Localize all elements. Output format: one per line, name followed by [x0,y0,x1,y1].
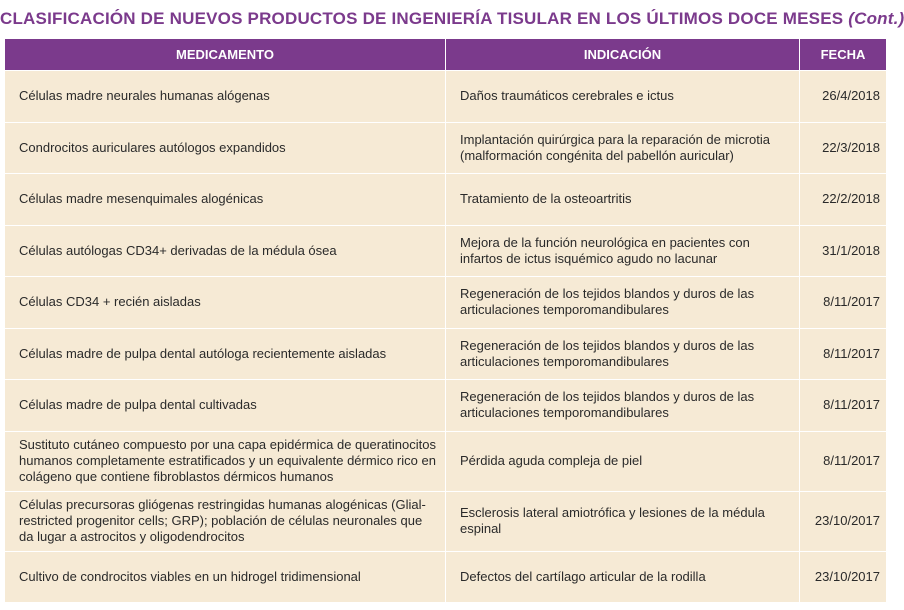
title-suffix: (Cont.) [848,9,904,28]
table-row [5,551,887,603]
cell-medicamento: Células CD34 + recién aisladas [5,277,446,329]
cell-medicamento: Cultivo de condrocitos viables en un hidrogel tridimensional [5,551,446,603]
cell-medicamento: Células autólogas CD34+ derivadas de la médula ósea [5,225,446,277]
cell-medicamento: Células precursoras gliógenas restringidas humanas alogénicas (Glial-restricted progenitor cells; GRP); población de células neuronales que da lugar a astrocitos y oligodendrocitos [5,491,446,551]
cell-fecha: 8/11/2017 [800,380,887,432]
cell-fecha: 23/10/2017 [800,491,887,551]
cell-medicamento: Células madre de pulpa dental cultivadas [5,380,446,432]
cell-fecha: 23/10/2017 [800,551,887,603]
cell-indicacion: Regeneración de los tejidos blandos y duros de las articulaciones temporomandibulares [446,380,800,432]
cell-indicacion: Implantación quirúrgica para la reparación de microtia (malformación congénita del pabellón auricular) [446,122,800,174]
cell-indicacion: Mejora de la función neurológica en pacientes con infartos de ictus isquémico agudo no lacunar [446,225,800,277]
cell-medicamento: Células madre neurales humanas alógenas [5,71,446,123]
table-row [5,174,887,226]
cell-fecha: 8/11/2017 [800,431,887,491]
table-row [5,277,887,329]
cell-fecha: 8/11/2017 [800,277,887,329]
cell-indicacion: Defectos del cartílago articular de la rodilla [446,551,800,603]
cell-fecha: 22/3/2018 [800,122,887,174]
title-main: CLASIFICACIÓN DE NUEVOS PRODUCTOS DE INGENIERÍA TISULAR EN LOS ÚLTIMOS DOCE MESES [0,9,844,28]
cell-indicacion: Daños traumáticos cerebrales e ictus [446,71,800,123]
table-row [5,328,887,380]
table-row [5,431,887,491]
header-medicamento: MEDICAMENTO [5,39,446,71]
page-title [0,0,904,38]
cell-indicacion: Esclerosis lateral amiotrófica y lesiones de la médula espinal [446,491,800,551]
cell-fecha: 22/2/2018 [800,174,887,226]
table-row [5,71,887,123]
table-row [5,122,887,174]
cell-medicamento: Sustituto cutáneo compuesto por una capa epidérmica de queratinocitos humanos completamente estratificados y un equivalente dérmico rico en colágeno que contiene fibroblastos dérmicos humanos [5,431,446,491]
cell-fecha: 8/11/2017 [800,328,887,380]
table-row [5,491,887,551]
cell-indicacion: Regeneración de los tejidos blandos y duros de las articulaciones temporomandibulares [446,328,800,380]
cell-medicamento: Células madre mesenquimales alogénicas [5,174,446,226]
cell-medicamento: Condrocitos auriculares autólogos expandidos [5,122,446,174]
table-header-row [5,39,887,71]
products-table [4,38,887,603]
cell-indicacion: Regeneración de los tejidos blandos y duros de las articulaciones temporomandibulares [446,277,800,329]
cell-fecha: 31/1/2018 [800,225,887,277]
table-row [5,225,887,277]
cell-fecha: 26/4/2018 [800,71,887,123]
cell-indicacion: Tratamiento de la osteoartritis [446,174,800,226]
table-row [5,380,887,432]
header-indicacion: INDICACIÓN [446,39,800,71]
header-fecha: FECHA [800,39,887,71]
cell-medicamento: Células madre de pulpa dental autóloga recientemente aisladas [5,328,446,380]
cell-indicacion: Pérdida aguda compleja de piel [446,431,800,491]
